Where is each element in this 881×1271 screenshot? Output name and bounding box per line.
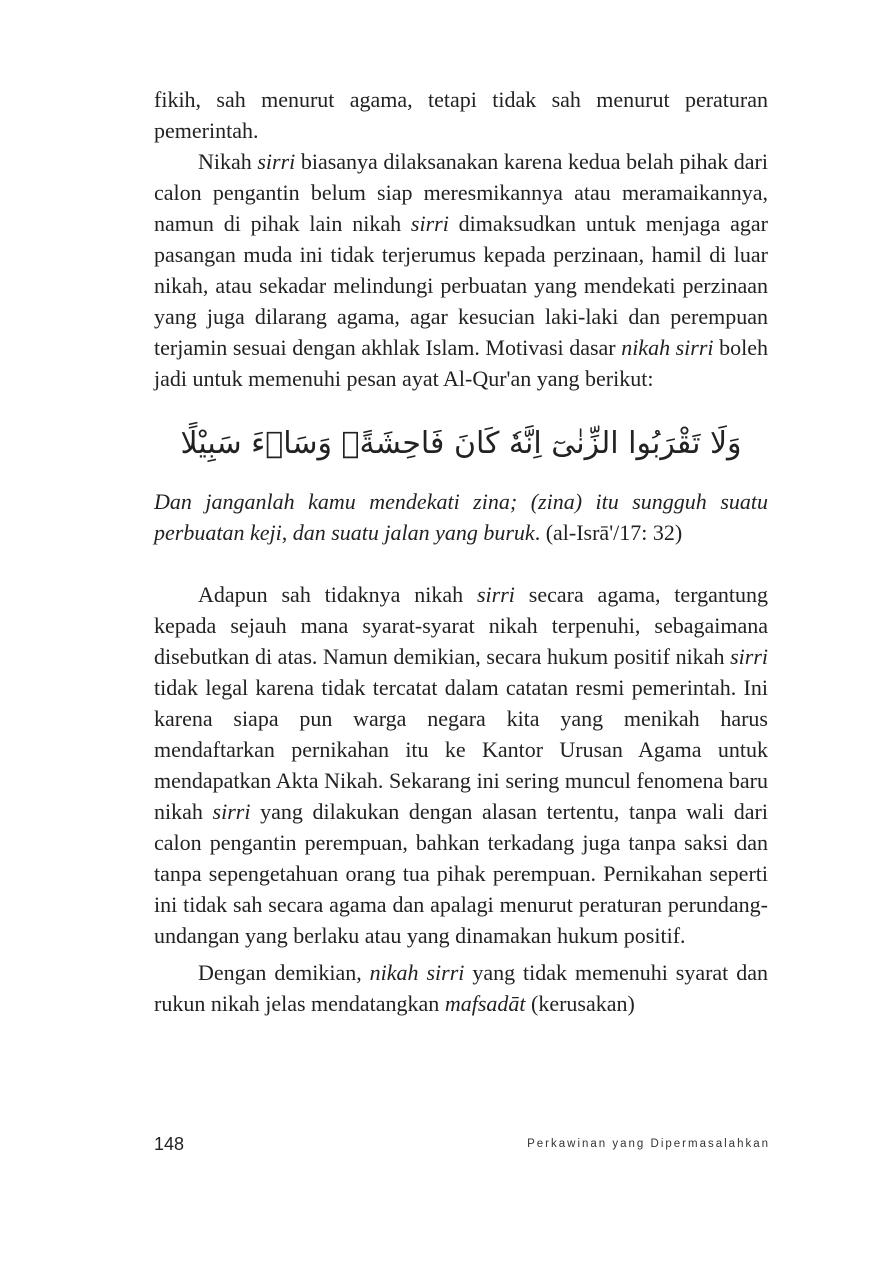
verse-reference: . (al-Isrā'/17: 32) (534, 520, 683, 545)
paragraph-text: yang dilakukan dengan alasan tertentu, tanpa wali dari calon pengantin perempuan, bahkan terkadang juga tanpa saksi dan tanpa sepengetahuan orang tua pihak perempuan. Pernikahan seperti ini tidak sah secara agama dan apalagi menurut peraturan perundang-undangan yang berlaku atau yang dinamakan hukum positif. (154, 799, 768, 948)
italic-term-sirri: sirri (212, 799, 251, 824)
quran-verse (154, 414, 768, 474)
paragraph-text: (kerusakan) (525, 991, 635, 1016)
italic-term-sirri: sirri (730, 644, 768, 669)
paragraph-continuation: fikih, sah menurut agama, tetapi tidak sah menurut peraturan pemerintah. (154, 87, 768, 143)
italic-term-sirri: sirri (477, 582, 515, 607)
paragraph-text: boleh jadi untuk memenuhi pesan ayat Al-Qur'an yang berikut: (154, 335, 768, 391)
italic-term-nikah-sirri: nikah sirri (621, 335, 714, 360)
paragraph-text: secara agama, tergantung kepada sejauh mana syarat-syarat nikah terpenuhi, sebagaimana disebutkan di atas. Namun demikian, secara hukum positif nikah (154, 582, 768, 669)
paragraph-text: tidak legal karena tidak tercatat dalam catatan resmi pemerintah. Ini karena siapa pun warga negara kita yang menikah harus mendaftarkan pernikahan itu ke Kantor Urusan Agama untuk mendapatkan Akta Nikah. Sekarang ini sering muncul fenomena baru nikah (154, 675, 768, 824)
italic-term-sirri: sirri (410, 211, 449, 236)
verse-translation (154, 486, 768, 548)
paragraph-legal-status (154, 579, 768, 951)
paragraph-text: dimaksudkan untuk menjaga agar pasangan muda ini tidak terjerumus kepada perzinaan, hamil di luar nikah, atau sekadar melindungi perbuatan yang mendekati perzinaan yang juga dilarang agama, agar kesucian laki-laki dan perempuan terjamin sesuai dengan akhlak Islam. Motivasi dasar (154, 211, 768, 360)
translation-text: Dan janganlah kamu mendekati zina; (zina) itu sungguh suatu perbuatan keji, dan suatu jalan yang buruk (154, 489, 768, 545)
italic-term-sirri: sirri (257, 149, 296, 174)
paragraph-text: Nikah (198, 149, 258, 174)
italic-term-mafsadat: mafsadāt (444, 991, 526, 1016)
page-body (154, 84, 768, 1019)
paragraph-text: Adapun sah tidaknya nikah (198, 582, 477, 607)
italic-term-nikah-sirri: nikah sirri (369, 960, 465, 985)
paragraph-text: yang tidak memenuhi syarat dan rukun nikah jelas mendatangkan (154, 960, 768, 1016)
running-title: Perkawinan yang Dipermasalahkan (527, 1138, 770, 1150)
paragraph-conclusion (154, 957, 768, 1019)
page-number: 148 (154, 1134, 185, 1154)
arabic-verse-text: وَلَا تَقْرَبُوا الزِّنٰىٓ اِنَّهٗ كَانَ فَاحِشَةًۗ وَسَاۤءَ سَبِيْلًا (180, 426, 742, 461)
page-footer (154, 1133, 770, 1155)
paragraph-text: Dengan demikian, (198, 960, 370, 985)
paragraph-text: biasanya dilaksanakan karena kedua belah pihak dari calon pengantin belum siap meresmikannya atau meramaikannya, namun di pihak lain nikah (154, 149, 768, 236)
paragraph-nikah-sirri-motivation (154, 146, 768, 394)
